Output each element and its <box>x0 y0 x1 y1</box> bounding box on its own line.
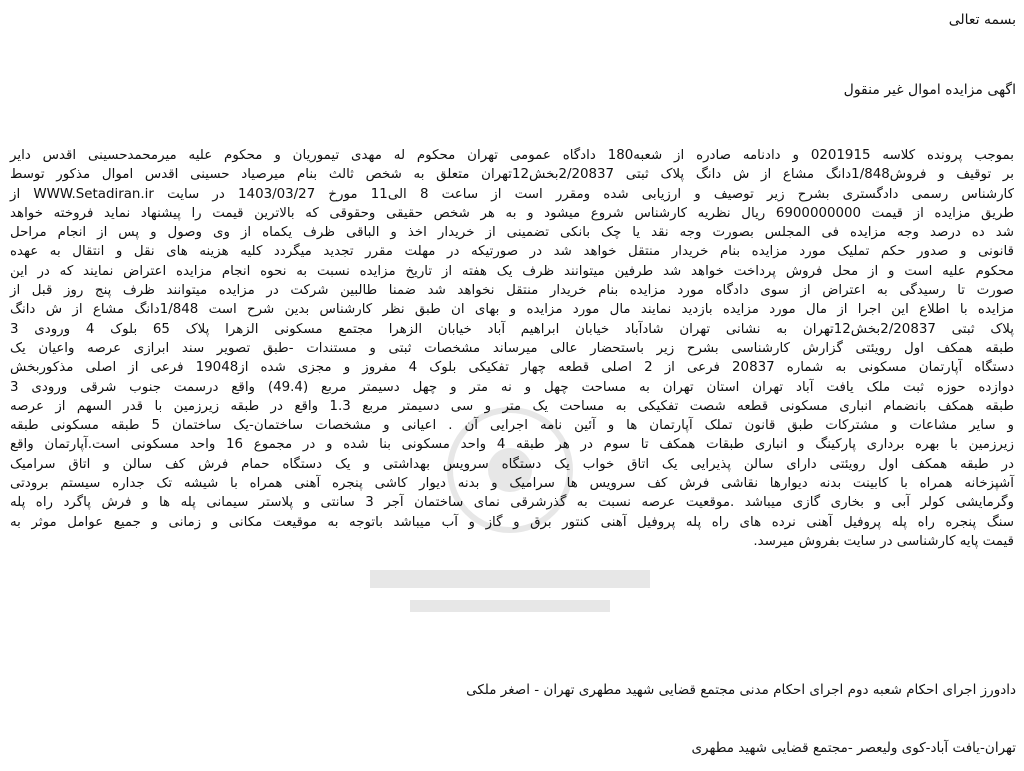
body-line: محکوم علیه است و از محل فروش پرداخت خواهد شد طرفین میتوانند ظرف یک هفته از تاریخ مزایده نسبت به نحوه انجام مزایده اعتراض نمایند که در این <box>10 263 1014 279</box>
body-line: زیرزمین با بهره برداری پارکینگ و انباری طبقات همکف تا سوم در هر طبقه 4 واحد مسکونی بنا شده و در مجموع 16 واحد مسکونی است.آپارتمان واقع <box>10 437 1014 453</box>
office-address: تهران-یافت آباد-کوی ولیعصر -مجتمع قضایی شهید مطهری <box>691 740 1016 756</box>
body-line: دستگاه آپارتمان مسکونی به شماره 20837 فرعی از 2 اصلی قطعه چهار تفکیکی بلوک 4 مفروز و مجزی شده از19048 فرعی از اصلی مذکوربخش <box>10 360 1014 376</box>
body-line: صورت تا رسیدگی به اعتراض از سوی دادگاه مورد مزایده بنام خریدار منتقل نخواهد شد ضمنا طالبین شرکت در مزایده میتوانند ظرف پنج روز قبل از <box>10 283 1014 299</box>
officer-signature: دادورز اجرای احکام شعبه دوم اجرای احکام مدنی مجتمع قضایی شهید مطهری تهران - اصغر ملکی <box>466 682 1016 698</box>
body-line: بموجب پرونده کلاسه 0201915 و دادنامه صادره از شعبه180 دادگاه عمومی تهران محکوم له مهدی تیموریان و محکوم علیه میرمحمدحسینی اقدس دایر <box>10 148 1015 163</box>
body-line: کارشناس رسمی دادگستری بشرح زیر توصیف و ارزیابی شده ومقرر است از ساعت 8 الی11 مورخ 1403/03/27 در سایت WWW.Setadiran.ir از <box>10 186 1015 202</box>
body-line: وگرمایشی کولر آبی و بخاری گازی میباشد .موقعیت عرصه نسبت به گذرشرقی نمای ساختمان آجر 3 سانتی و پلاستر سیمانی پله ها و فرش پاگرد راه پله <box>10 495 1014 511</box>
body-line: طبقه همکف اول رویئتی گزارش کارشناسی بشرح زیر باستحضار عالی میرساند مشخصات ثبتی و مستندات -طبق تصویر سند ابرازی عرصه واعیان یک <box>10 340 1014 356</box>
body-line: و سایر مشاعات و مشترکات طبق قانون تملک آپارتمان ها و آئین نامه اجرایی آن . اعیانی و مشخصات ساختمان-یک ساختمان 5 طبقه مسکونی طبقه <box>10 418 1014 434</box>
body-line: در طبقه همکف اول رویئتی دارای سالن پذیرایی یک اتاق خواب یک دستگاه سرویس بهداشتی و یک دستگاه حمام فرش کف سالن و اتاق سرامیک <box>10 456 1014 472</box>
body-line: بر توقیف و فروش1/848دانگ مشاع از ش دانگ پلاک ثبتی 2/20837بخش12تهران متعلق به شخص ثالث بنام میرصیاد حسینی اقدس اموال مذکور توسط <box>10 167 1014 183</box>
body-line: قانونی و صدور حکم تملیک مورد مزایده بنام خریدار منتقل خواهد شد در صورتیکه در مهلت مقرر تجدید میگردد کلیه هزینه های نقل و انتقال به عهده <box>10 244 1014 260</box>
body-line: طریق مزایده از قیمت 6900000000 ریال نظریه کارشناس شروع میشود و به هر شخص حقیقی وحقوقی که بالاترین قیمت را پیشنهاد نماید فروخته خواهد <box>10 205 1014 221</box>
body-line: آشپزخانه همراه با کابینت بدنه دیوارها نقاشی فرش کف سرویس ها سرامیک و بدنه دیوار کاشی پنجره آهنی همراه با شیشه تک جداره سیستم برودتی <box>10 476 1014 492</box>
body-line: طبقه همکف بانضمام انباری مسکونی قطعه شصت تفکیکی به مساحت یک متر و سی دسیمتر مربع 1.3 واقع در طبقه زیرزمین با قدر السهم از عرصه <box>10 398 1014 414</box>
body-line: سنگ پنجره راه پله پروفیل آهنی نرده های راه پله پروفیل آهنی کنتور برق و گاز و آب میباشد باتوجه به موقیعت مکانی و زمانی و جمیع عوامل موثر به <box>10 514 1014 530</box>
body-line: شد ده درصد وجه مزایده فی المجلس بصورت وجه نقد یا چک بانکی تضمینی از خریدار اخذ و الباقی ظرف یکماه از وی وصول و پس از انجام مراحل <box>10 225 1014 241</box>
body-line: قیمت پایه کارشناسی در سایت بفروش میرسد. <box>753 533 1014 549</box>
body-line: دوازده حوزه ثبت ملک یافت آباد تهران استان تهران به مساحت چهل و نه متر و چهل دسیمتر مربع (49.4) واقع درسمت جنوب شرقی ورودی 3 <box>10 379 1014 395</box>
notice-body <box>10 146 1014 551</box>
body-line: پلاک ثبتی 2/20837بخش12تهران به نشانی تهران شادآباد خیابان ابراهیم آباد خیابان الزهرا مجتمع مسکونی الزهرا پلاک 65 بلوک 4 ورودی 3 <box>10 321 1015 337</box>
notice-title: اگهی مزایده اموال غیر منقول <box>843 82 1016 98</box>
body-line: مزایده با اطلاع این اجرا از مال مورد مزایده بازدید نمایند مال مورد مزایده و بهای ان طبق نظر کارشناس بدین شرح است 1/848دانگ مشاع از ش دانگ <box>10 302 1014 318</box>
bismillah-heading: بسمه تعالی <box>948 12 1016 28</box>
